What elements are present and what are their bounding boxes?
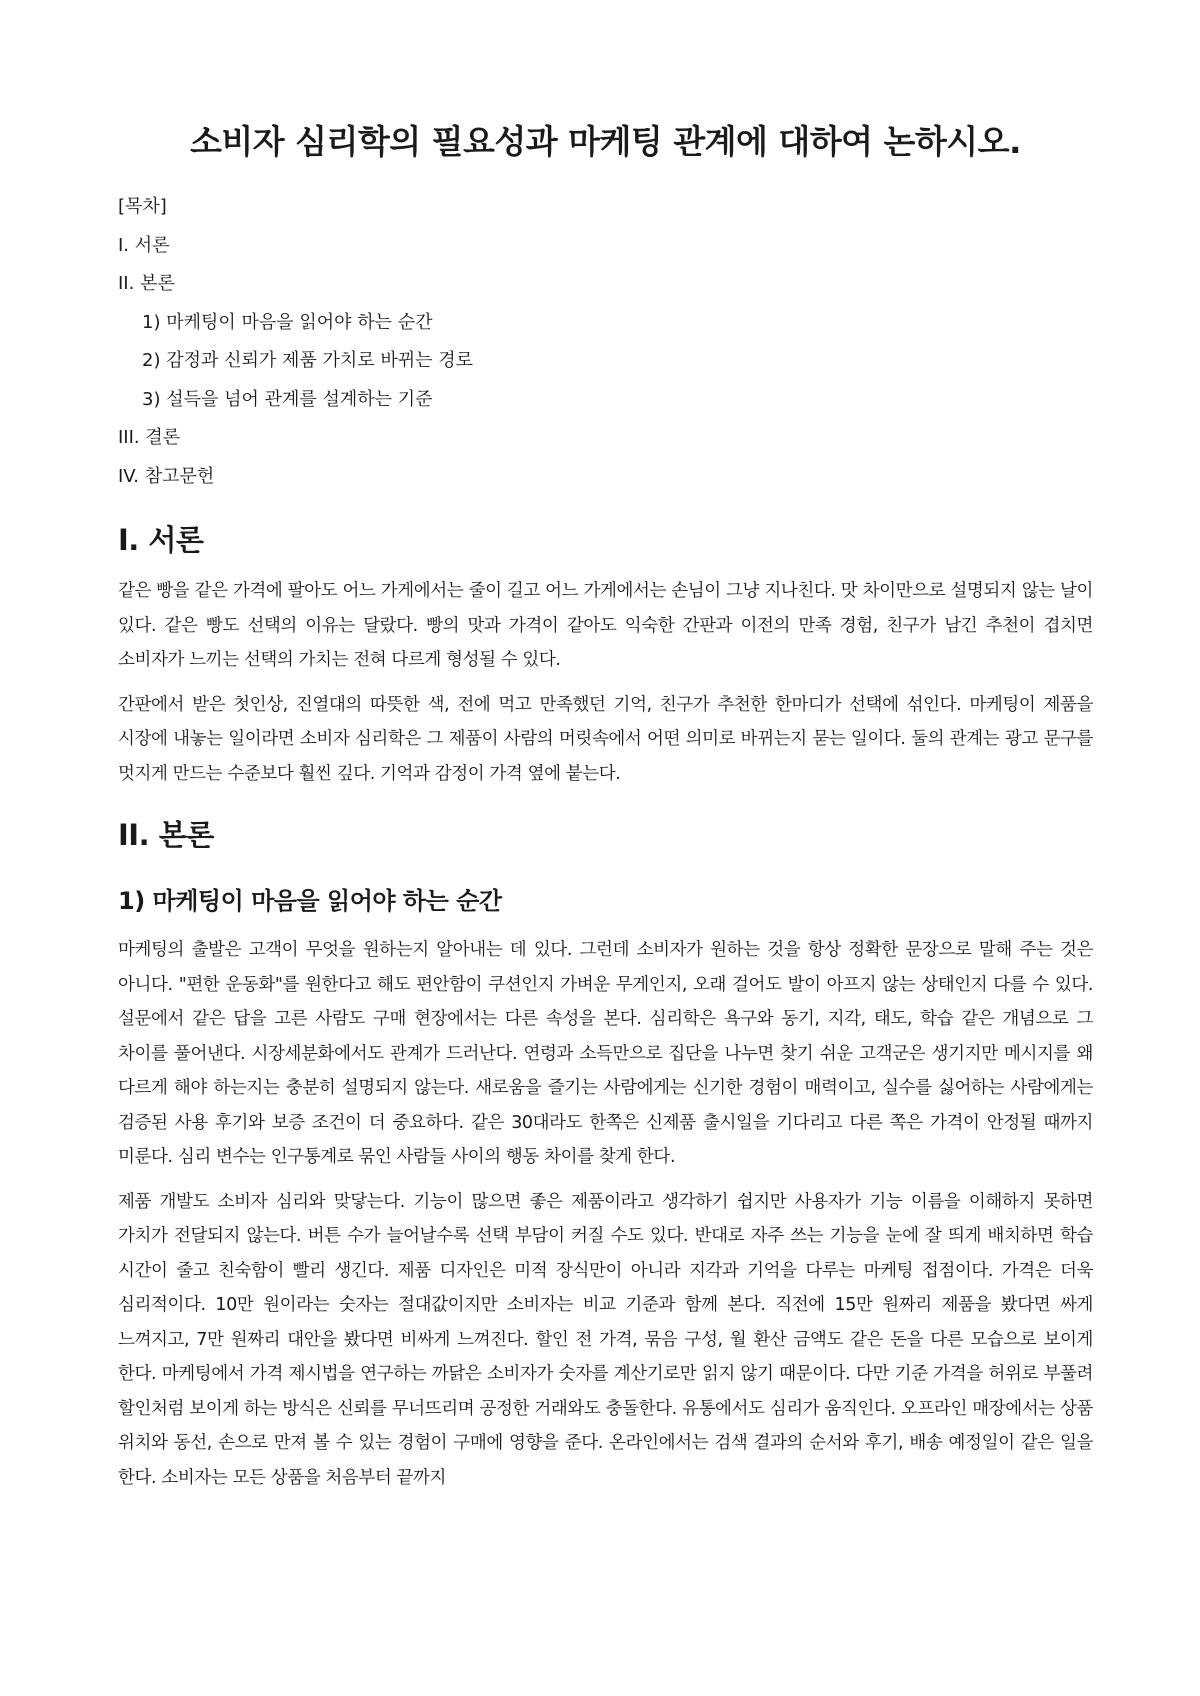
document-title: 소비자 심리학의 필요성과 마케팅 관계에 대하여 논하시오. bbox=[189, 122, 1022, 161]
table-of-contents bbox=[118, 188, 1093, 496]
toc-item-body-3: 3) 설득을 넘어 관계를 설계하는 기준 bbox=[142, 388, 433, 410]
paragraph: 제품 개발도 소비자 심리와 맞닿는다. 기능이 많으면 좋은 제품이라고 생각하기 쉽지만 사용자가 기능 이름을 이해하지 못하면 가치가 전달되지 않는다. 버튼 수가 늘어날수록 선택 부담이 커질 수도 있다. 반대로 자주 쓰는 기능을 눈에 잘 띄게 배치하면 학습 시간이 줄고 친숙함이 빨리 생긴다. 제품 디자인은 미적 장식만이 아니라 지각과 기억을 다루는 마케팅 접점이다. 가격은 더욱 심리적이다. 10만 원이라는 숫자는 절대값이지만 소비자는 비교 기준과 함께 본다. 직전에 15만 원짜리 제품을 봤다면 싸게 느껴지고, 7만 원짜리 대안을 봤다면 비싸게 느껴진다. 할인 전 가격, 묶음 구성, 월 환산 금액도 같은 돈을 다른 모습으로 보이게 한다. 마케팅에서 가격 제시법을 연구하는 까닭은 소비자가 숫자를 계산기로만 읽지 않기 때문이다. 다만 기준 가격을 허위로 부풀려 할인처럼 보이게 하는 방식은 신뢰를 무너뜨리며 공정한 거래와도 충돌한다. 유통에서도 심리가 움직인다. 오프라인 매장에서는 상품 위치와 동선, 손으로 만져 볼 수 있는 경험이 구매에 영향을 준다. 온라인에서는 검색 결과의 순서와 후기, 배송 예정일이 같은 일을 한다. 소비자는 모든 상품을 처음부터 끝까지 bbox=[118, 1191, 1094, 1488]
paragraph: 간판에서 받은 첫인상, 진열대의 따뜻한 색, 전에 먹고 만족했던 기억, 친구가 추천한 한마디가 선택에 섞인다. 마케팅이 제품을 시장에 내놓는 일이라면 소비자 심리학은 그 제품이 사람의 머릿속에서 어떤 의미로 바뀌는지 묻는 일이다. 둘의 관계는 광고 문구를 멋지게 만드는 수준보다 훨씬 깊다. 기억과 감정이 가격 옆에 붙는다. bbox=[118, 694, 1093, 784]
paragraph: 마케팅의 출발은 고객이 무엇을 원하는지 알아내는 데 있다. 그런데 소비자가 원하는 것을 항상 정확한 문장으로 말해 주는 것은 아니다. "편한 운동화"를 원한다고 해도 편안함이 쿠션인지 가벼운 무게인지, 오래 걸어도 발이 아프지 않는 상태인지 다를 수 있다. 설문에서 같은 답을 고른 사람도 구매 현장에서는 다른 속성을 본다. 심리학은 욕구와 동기, 지각, 태도, 학습 같은 개념으로 그 차이를 풀어낸다. 시장세분화에서도 관계가 드러난다. 연령과 소득만으로 집단을 나누면 찾기 쉬운 고객군은 생기지만 메시지를 왜 다르게 해야 하는지는 충분히 설명되지 않는다. 새로움을 즐기는 사람에게는 신기한 경험이 매력이고, 실수를 싫어하는 사람에게는 검증된 사용 후기와 보증 조건이 더 중요하다. 같은 30대라도 한쪽은 신제품 출시일을 기다리고 다른 쪽은 가격이 안정될 때까지 미룬다. 심리 변수는 인구통계로 묶인 사람들 사이의 행동 차이를 찾게 한다. bbox=[118, 940, 1093, 1167]
body-heading: II. 본론 bbox=[118, 818, 214, 852]
introduction-section bbox=[118, 520, 1093, 791]
toc-item-body-1: 1) 마케팅이 마음을 읽어야 하는 순간 bbox=[142, 311, 433, 333]
subsection-heading: 1) 마케팅이 마음을 읽어야 하는 순간 bbox=[118, 887, 502, 915]
toc-item-body: II. 본론 bbox=[118, 273, 175, 294]
toc-item-references: IV. 참고문헌 bbox=[118, 465, 215, 487]
body-section bbox=[118, 815, 1093, 1495]
toc-item-introduction: I. 서론 bbox=[118, 234, 170, 256]
toc-item-conclusion: III. 결론 bbox=[118, 427, 181, 448]
toc-item-body-2: 2) 감정과 신뢰가 제품 가치로 바뀌는 경로 bbox=[142, 350, 474, 371]
paragraph: 같은 빵을 같은 가격에 팔아도 어느 가게에서는 줄이 길고 어느 가게에서는 손님이 그냥 지나친다. 맛 차이만으로 설명되지 않는 날이 있다. 같은 빵도 선택의 이유는 달랐다. 빵의 맛과 가격이 같아도 익숙한 간판과 이전의 만족 경험, 친구가 남긴 추천이 겹치면 소비자가 느끼는 선택의 가치는 전혀 다르게 형성될 수 있다. bbox=[118, 581, 1093, 670]
introduction-heading: I. 서론 bbox=[118, 523, 204, 557]
toc-heading: [목차] bbox=[118, 196, 167, 217]
